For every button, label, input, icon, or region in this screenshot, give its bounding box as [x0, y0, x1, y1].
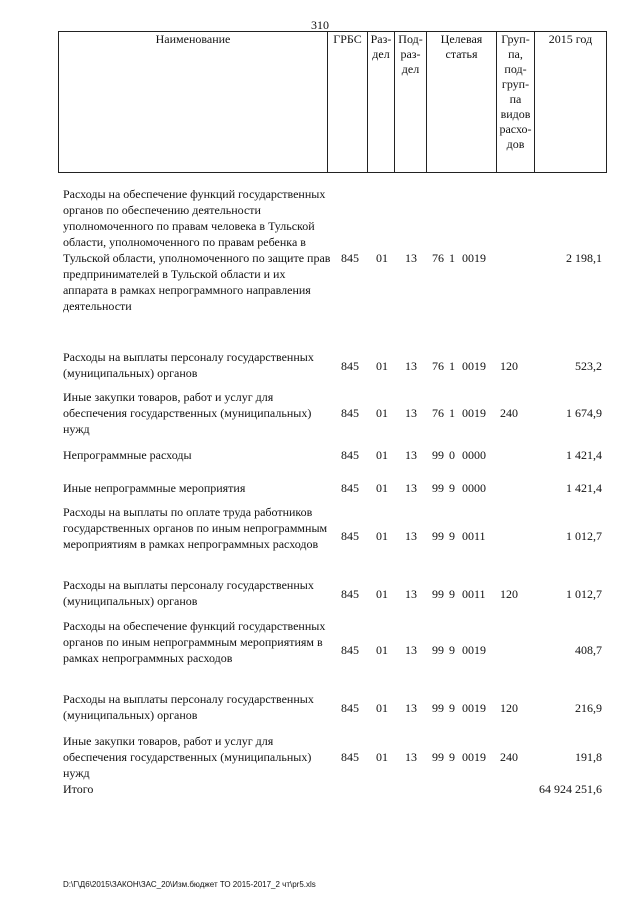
row-razdel: 01 [376, 251, 388, 265]
row-razdel: 01 [376, 406, 388, 420]
row-cs-code: 0000 [462, 481, 486, 495]
row-amount: 408,7 [575, 643, 602, 657]
header-name: Наименование [59, 32, 328, 173]
row-name: Иные закупки товаров, работ и услуг для обеспечения государственных (муниципальных) нужд [63, 390, 312, 436]
row-razdel: 01 [376, 643, 388, 657]
row-razdel: 01 [376, 750, 388, 764]
row-grbs: 845 [341, 643, 359, 657]
row-cs-sub: 9 [449, 529, 455, 543]
row-group: 120 [500, 359, 518, 373]
row-cs-code: 0019 [462, 406, 486, 420]
header-grbs: ГРБС [328, 32, 368, 173]
row-cs-sub: 9 [449, 587, 455, 601]
header-group: Груп- па, под- груп- па видов расхо- дов [497, 32, 535, 173]
row-podrazdel: 13 [405, 251, 417, 265]
row-grbs: 845 [341, 587, 359, 601]
row-razdel: 01 [376, 587, 388, 601]
row-name: Расходы на выплаты персоналу государственных (муниципальных) органов [63, 350, 314, 380]
header-target-article: Целевая статья [427, 32, 497, 173]
row-cs-code: 0019 [462, 643, 486, 657]
row-cs-code: 0019 [462, 359, 486, 373]
row-group: 120 [500, 701, 518, 715]
header-podrazdel: Под- раз- дел [395, 32, 427, 173]
row-cs-sub: 9 [449, 481, 455, 495]
row-cs-program: 76 [432, 359, 444, 373]
row-grbs: 845 [341, 529, 359, 543]
row-cs-sub: 1 [449, 406, 455, 420]
total-label: Итого [63, 782, 94, 796]
row-name: Расходы на выплаты персоналу государственных (муниципальных) органов [63, 692, 314, 722]
row-razdel: 01 [376, 481, 388, 495]
row-podrazdel: 13 [405, 701, 417, 715]
row-cs-sub: 9 [449, 643, 455, 657]
row-cs-code: 0019 [462, 701, 486, 715]
row-cs-code: 0011 [462, 587, 486, 601]
row-cs-code: 0011 [462, 529, 486, 543]
page-number: 310 [311, 18, 329, 32]
row-cs-program: 76 [432, 406, 444, 420]
row-amount: 1 012,7 [566, 587, 602, 601]
row-podrazdel: 13 [405, 529, 417, 543]
row-cs-program: 99 [432, 448, 444, 462]
row-amount: 1 421,4 [566, 481, 602, 495]
row-amount: 1 674,9 [566, 406, 602, 420]
row-group: 240 [500, 406, 518, 420]
header-year: 2015 год [535, 32, 607, 173]
row-cs-program: 99 [432, 481, 444, 495]
row-name: Иные закупки товаров, работ и услуг для обеспечения государственных (муниципальных) нужд [63, 734, 312, 780]
table-header [58, 31, 607, 173]
row-cs-sub: 9 [449, 750, 455, 764]
row-group: 120 [500, 587, 518, 601]
row-cs-program: 76 [432, 251, 444, 265]
row-razdel: 01 [376, 448, 388, 462]
row-name: Расходы на выплаты по оплате труда работников государственных органов по иным непрограммным мероприятиям в рамках непрограммных расходов [63, 505, 328, 551]
row-amount: 1 012,7 [566, 529, 602, 543]
row-grbs: 845 [341, 481, 359, 495]
row-name: Непрограммные расходы [63, 448, 192, 462]
row-cs-program: 99 [432, 643, 444, 657]
row-grbs: 845 [341, 701, 359, 715]
row-podrazdel: 13 [405, 448, 417, 462]
row-grbs: 845 [341, 406, 359, 420]
row-podrazdel: 13 [405, 406, 417, 420]
row-cs-sub: 0 [449, 448, 455, 462]
row-name: Иные непрограммные мероприятия [63, 481, 246, 495]
row-name: Расходы на обеспечение функций государственных органов по иным непрограммным мероприятиям в рамках непрограммных расходов [63, 619, 326, 665]
row-razdel: 01 [376, 701, 388, 715]
row-podrazdel: 13 [405, 481, 417, 495]
row-cs-sub: 9 [449, 701, 455, 715]
row-grbs: 845 [341, 750, 359, 764]
row-group: 240 [500, 750, 518, 764]
total-amount: 64 924 251,6 [539, 782, 602, 796]
row-cs-sub: 1 [449, 251, 455, 265]
row-cs-code: 0000 [462, 448, 486, 462]
row-grbs: 845 [341, 251, 359, 265]
row-cs-program: 99 [432, 529, 444, 543]
row-amount: 216,9 [575, 701, 602, 715]
row-podrazdel: 13 [405, 643, 417, 657]
row-grbs: 845 [341, 448, 359, 462]
row-podrazdel: 13 [405, 587, 417, 601]
row-cs-program: 99 [432, 587, 444, 601]
row-amount: 2 198,1 [566, 251, 602, 265]
row-grbs: 845 [341, 359, 359, 373]
row-podrazdel: 13 [405, 359, 417, 373]
row-cs-sub: 1 [449, 359, 455, 373]
row-name: Расходы на выплаты персоналу государственных (муниципальных) органов [63, 578, 314, 608]
row-podrazdel: 13 [405, 750, 417, 764]
file-path-footer: D:\Г\Д6\2015\ЗАКОН\ЗАС_20\Изм.бюджет ТО 2015-2017_2 чт\pr5.xls [63, 880, 316, 889]
row-name: Расходы на обеспечение функций государственных органов по обеспечению деятельности уполномоченного по правам человека в Тульской области, уполномоченного по правам ребенка в Тульской области, уполномоченного по защите прав предпринимателей в Тульской области и их аппарата в рамках непрограммного направления деятельности [63, 187, 331, 313]
row-amount: 1 421,4 [566, 448, 602, 462]
row-razdel: 01 [376, 529, 388, 543]
header-razdel: Раз- дел [368, 32, 395, 173]
row-razdel: 01 [376, 359, 388, 373]
row-cs-code: 0019 [462, 750, 486, 764]
row-cs-program: 99 [432, 750, 444, 764]
row-amount: 191,8 [575, 750, 602, 764]
row-amount: 523,2 [575, 359, 602, 373]
row-cs-program: 99 [432, 701, 444, 715]
row-cs-code: 0019 [462, 251, 486, 265]
